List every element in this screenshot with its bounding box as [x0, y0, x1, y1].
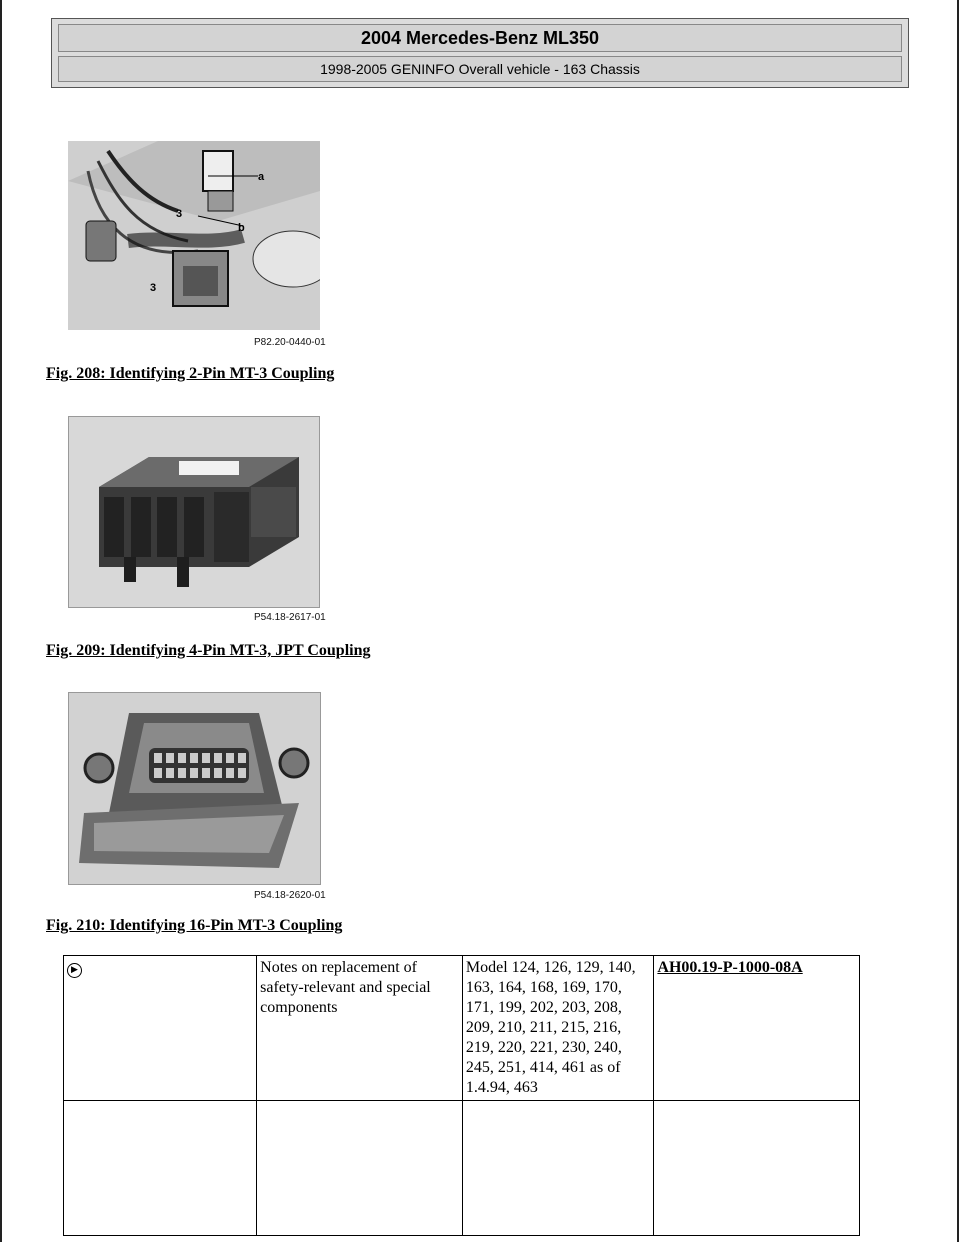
empty-cell — [64, 1101, 257, 1236]
figure-209-caption: Fig. 209: Identifying 4-Pin MT-3, JPT Coupling — [46, 642, 371, 659]
notes-table — [63, 955, 860, 1236]
table-row — [64, 1101, 860, 1236]
figure-210-code: P54.18-2620-01 — [254, 890, 326, 901]
page-border-left — [0, 0, 2, 1242]
table-row — [64, 956, 860, 1101]
figure-208-caption: Fig. 208: Identifying 2-Pin MT-3 Coupling — [46, 365, 335, 382]
fig208-label-a: a — [258, 171, 265, 183]
icon-cell — [64, 956, 257, 1101]
empty-cell — [654, 1101, 860, 1236]
figure-210-caption: Fig. 210: Identifying 16-Pin MT-3 Coupling — [46, 917, 343, 934]
figure-210-image — [68, 692, 321, 885]
fig208-label-b: b — [238, 222, 245, 234]
arrow-right-circle-icon[interactable]: ▶ — [67, 963, 82, 978]
figure-209-image — [68, 416, 320, 608]
figure-209-code: P54.18-2617-01 — [254, 612, 326, 623]
figure-208-image — [68, 141, 320, 330]
notes-cell: Notes on replacement of safety-relevant and special components — [257, 956, 463, 1101]
document-header — [51, 18, 909, 88]
reference-link[interactable]: AH00.19-P-1000-08A — [657, 959, 803, 976]
reference-cell — [654, 956, 860, 1101]
document-title: 2004 Mercedes-Benz ML350 — [58, 24, 902, 52]
empty-cell — [462, 1101, 654, 1236]
page-border-right — [957, 0, 959, 1242]
fig208-label-3-lower: 3 — [150, 282, 157, 294]
fig208-label-3-upper: 3 — [176, 208, 183, 220]
empty-cell — [257, 1101, 463, 1236]
models-cell: Model 124, 126, 129, 140, 163, 164, 168, 169, 170, 171, 199, 202, 203, 208, 209, 210, 211, 215, 216, 219, 220, 221, 230, 240, 245, 251, 414, 461 as of 1.4.94, 463 — [462, 956, 654, 1101]
figure-208-code: P82.20-0440-01 — [254, 337, 326, 348]
document-subtitle: 1998-2005 GENINFO Overall vehicle - 163 Chassis — [58, 56, 902, 82]
